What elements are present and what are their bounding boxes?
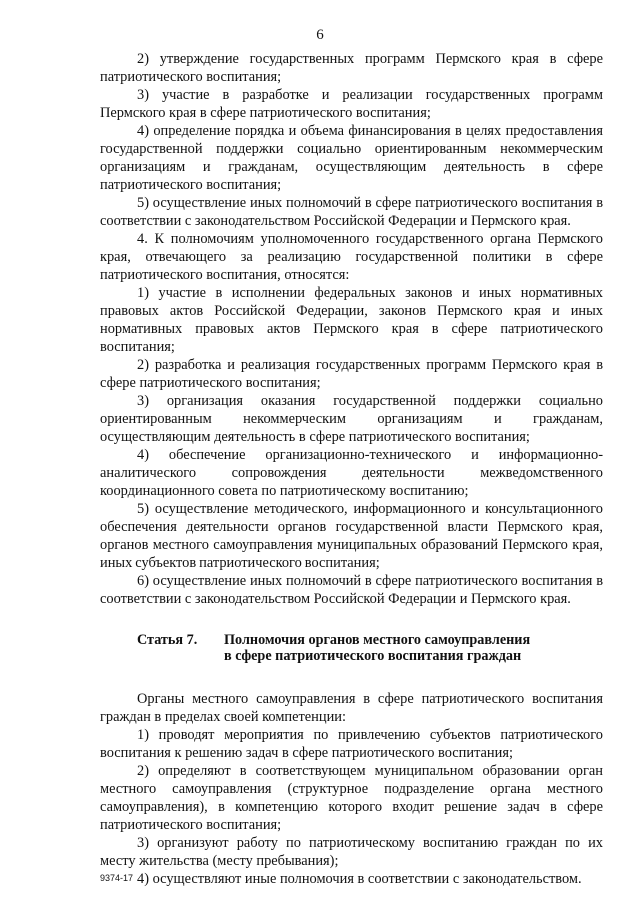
document-code: 9374-17 [100,873,134,883]
article-title-line2: в сфере патриотического воспитания граждан [224,648,522,664]
paragraph: 1) проводят мероприятия по привлечению субъектов патриотического воспитания к решению задач в сфере патриотического воспитания; [100,727,603,761]
paragraph: 1) участие в исполнении федеральных законов и иных нормативных правовых актов Российской Федерации, законов Пермского края и иных нормативных правовых актов Пермского края в сфере патриотического воспитания; [100,285,603,355]
article-title-line1: Полномочия органов местного самоуправления [224,632,531,648]
paragraph: Органы местного самоуправления в сфере патриотического воспитания граждан в пределах своей компетенции: [100,691,603,725]
paragraph: 6) осуществление иных полномочий в сфере патриотического воспитания в соответствии с законодательством Российской Федерации и Пермского края. [100,573,603,607]
paragraph: 4. К полномочиям уполномоченного государственного органа Пермского края, отвечающего за реализацию государственной политики в сфере патриотического воспитания, относятся: [100,231,603,283]
document-body [100,50,603,888]
article-label: Статья 7. [137,632,198,648]
paragraph: 4) обеспечение организационно-технического и информационно-аналитического сопровождения деятельности межведомственного координационного совета по патриотическому воспитанию; [100,447,603,499]
paragraph: 5) осуществление методического, информационного и консультационного обеспечения деятельности органов государственной власти Пермского края, органов местного самоуправления муниципальных образований Пермского края, иных субъектов патриотического воспитания; [100,501,603,571]
paragraph: 3) организуют работу по патриотическому воспитанию граждан по их месту жительства (месту пребывания); [100,835,603,869]
article-heading [100,632,603,664]
paragraph: 4) осуществляют иные полномочия в соответствии с законодательством. [137,871,582,887]
paragraph: 3) участие в разработке и реализации государственных программ Пермского края в сфере патриотического воспитания; [100,87,603,121]
page-number: 6 [316,27,324,43]
paragraph: 2) определяют в соответствующем муниципальном образовании орган местного самоуправления (структурное подразделение органа местного самоуправления), в компетенцию которого входит решение задач в сфере патриотического воспитания; [100,763,603,833]
paragraph: 2) утверждение государственных программ Пермского края в сфере патриотического воспитания; [100,51,603,85]
paragraph: 3) организация оказания государственной поддержки социально ориентированным некоммерческим организациям и гражданам, осуществляющим деятельность в сфере патриотического воспитания; [100,393,603,445]
article-title [224,632,603,664]
paragraph: 4) определение порядка и объема финансирования в целях предоставления государственной поддержки социально ориентированным некоммерческим организациям и гражданам, осуществляющим деятельность в сфере патриотического воспитания; [100,123,603,193]
paragraph: 2) разработка и реализация государственных программ Пермского края в сфере патриотического воспитания; [100,357,603,391]
paragraph: 5) осуществление иных полномочий в сфере патриотического воспитания в соответствии с законодательством Российской Федерации и Пермского края. [100,195,603,229]
